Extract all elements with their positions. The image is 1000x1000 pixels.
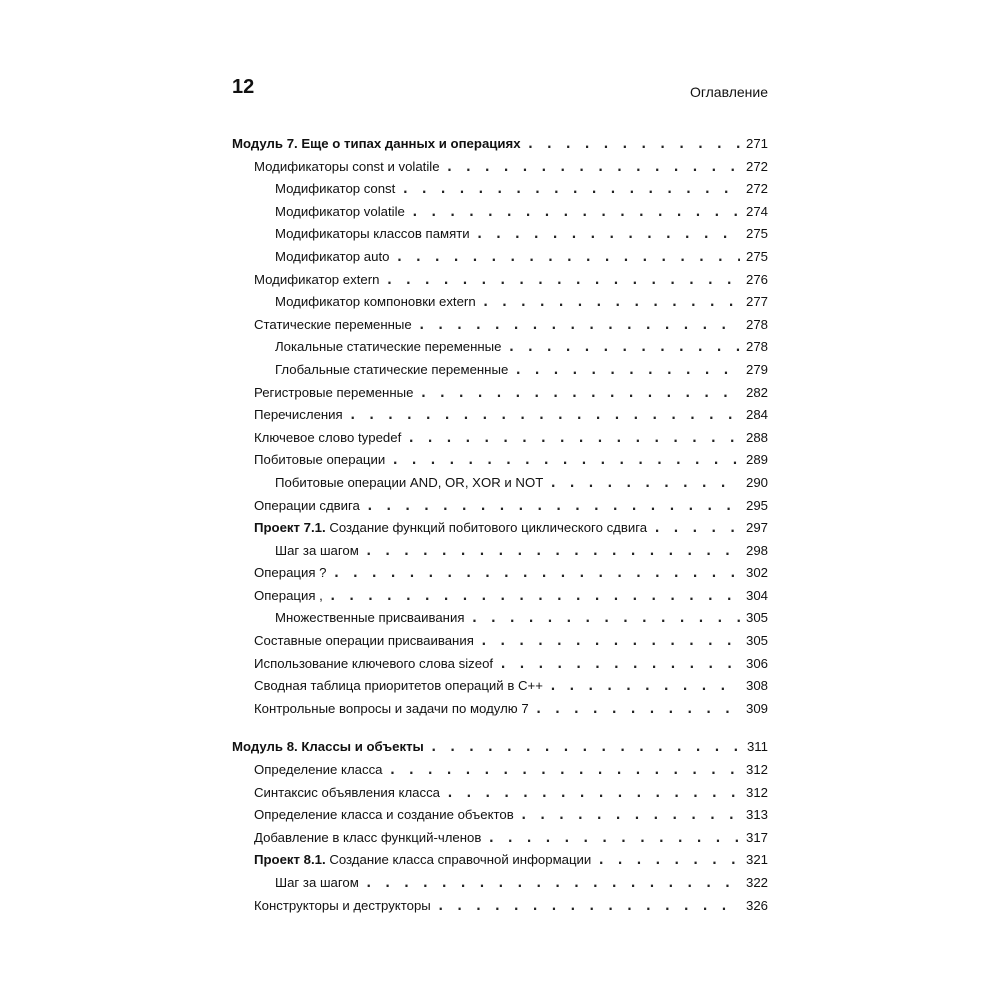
- toc-entry-title: [254, 827, 481, 850]
- toc-page-number: 275: [745, 226, 768, 242]
- toc-entry-text: Модификатор extern: [254, 271, 380, 287]
- dot-leader: [597, 850, 740, 873]
- dot-leader: [480, 631, 740, 654]
- dot-leader: [549, 473, 740, 496]
- toc-entry-title: [254, 156, 440, 179]
- toc-entry-text: Локальные статические переменные: [275, 339, 502, 355]
- toc-entry-title: [254, 517, 647, 540]
- toc-page-number: 317: [745, 829, 768, 845]
- dot-leader: [366, 496, 740, 519]
- toc-entry-text: Создание класса справочной информации: [329, 852, 592, 868]
- toc-page-number: 284: [745, 407, 768, 423]
- toc-page-number: 312: [745, 762, 768, 778]
- toc-project-label: Проект 8.1.: [254, 852, 326, 868]
- toc-entry-text: Использование ключевого слова sizeof: [254, 655, 494, 671]
- toc-entry-title: [254, 698, 529, 721]
- toc-entry-text: Модификатор const: [275, 181, 396, 197]
- toc-entry-title: [254, 382, 413, 405]
- dot-leader: [514, 360, 740, 383]
- dot-leader: [391, 450, 740, 473]
- toc-entry-title: [254, 585, 323, 608]
- toc-entry-text: Множественные присваивания: [275, 610, 465, 626]
- toc-entry-text: Операция ?: [254, 565, 327, 581]
- toc-page-number: 295: [745, 497, 768, 513]
- toc-entry[interactable]: [232, 291, 768, 314]
- toc-entry-text: Модификаторы const и volatile: [254, 158, 440, 174]
- toc-page-number: 278: [745, 339, 768, 355]
- toc-page-number: 271: [745, 136, 768, 151]
- dot-leader: [508, 337, 740, 360]
- toc-page-number: 311: [746, 739, 768, 755]
- toc-entry-text: Модификатор auto: [275, 248, 390, 264]
- toc-page-number: 304: [745, 587, 768, 603]
- toc-entry-text: Конструкторы и деструкторы: [254, 897, 431, 913]
- toc-entry-text: Статические переменные: [254, 316, 412, 332]
- toc-entry[interactable]: [232, 495, 768, 518]
- toc-entry[interactable]: [232, 562, 768, 585]
- toc-page-number: 274: [745, 203, 768, 219]
- toc-entry-title: [254, 449, 385, 472]
- toc-entry-title: [275, 201, 405, 224]
- toc-page-number: 272: [745, 158, 768, 174]
- toc-page-number: 282: [745, 384, 768, 400]
- toc-module-entry[interactable]: [232, 133, 768, 156]
- toc-entry-text: Ключевое слово typedef: [254, 429, 402, 445]
- toc-entry-title: [254, 404, 343, 427]
- dot-leader: [487, 828, 740, 851]
- toc-entry[interactable]: [232, 895, 768, 918]
- dot-leader: [499, 654, 740, 677]
- toc-entry-text: Модуль 8. Классы и объекты: [232, 739, 424, 755]
- toc-page-number: 278: [745, 316, 768, 332]
- toc-entry-text: Определение класса и создание объектов: [254, 807, 514, 823]
- dot-leader: [365, 873, 740, 896]
- toc-entry[interactable]: [232, 427, 768, 450]
- toc-page-number: 277: [745, 294, 768, 310]
- dot-leader: [446, 157, 740, 180]
- toc-page-number: 313: [745, 807, 768, 823]
- toc-entry-text: Составные операции присваивания: [254, 633, 474, 649]
- toc-entry-title: [275, 291, 476, 314]
- dot-leader: [329, 586, 740, 609]
- dot-leader: [389, 760, 740, 783]
- toc-page-number: 322: [745, 875, 768, 890]
- toc-entry[interactable]: [232, 804, 768, 827]
- toc-page-number: 305: [745, 610, 768, 626]
- dot-leader: [476, 224, 740, 247]
- toc-entry-title: [254, 849, 591, 872]
- toc-page-number: 309: [745, 700, 768, 716]
- toc-entry-title: [254, 630, 474, 653]
- toc-page-number: 305: [745, 633, 768, 649]
- toc-entry-title: [254, 562, 326, 585]
- toc-entry-text: Модификатор volatile: [275, 203, 405, 219]
- toc-entry[interactable]: [232, 359, 768, 382]
- toc-entry-title: [275, 607, 464, 630]
- toc-page-number: 308: [745, 678, 768, 694]
- toc-entry[interactable]: [232, 404, 768, 427]
- toc-entry-title: [254, 759, 383, 782]
- dot-leader: [419, 383, 740, 406]
- toc-entry-title: [275, 178, 395, 201]
- toc-page-number: 298: [745, 542, 768, 558]
- toc-entry[interactable]: [232, 269, 768, 292]
- toc-entry-title: [254, 804, 514, 827]
- toc-entry[interactable]: [232, 849, 768, 872]
- toc-entry[interactable]: [232, 449, 768, 472]
- toc-entry-text: Определение класса: [254, 762, 383, 778]
- toc-page-number: 302: [745, 565, 768, 581]
- toc-page-number: 279: [745, 361, 768, 377]
- toc-entry[interactable]: [232, 698, 768, 721]
- toc-entry-text: Синтаксис объявления класса: [254, 784, 441, 800]
- dot-leader: [385, 270, 740, 293]
- toc-entry-text: Контрольные вопросы и задачи по модулю 7: [254, 700, 529, 716]
- toc-entry-text: Шаг за шагом: [275, 542, 359, 558]
- toc-entry-title: [254, 675, 543, 698]
- toc-entry[interactable]: [232, 382, 768, 405]
- toc-entry-text: Сводная таблица приоритетов операций в С++: [254, 678, 543, 694]
- dot-leader: [332, 563, 740, 586]
- toc-entry-title: [275, 223, 470, 246]
- toc-entry-text: Побитовые операции AND, OR, XOR и NOT: [275, 474, 544, 490]
- dot-leader: [470, 608, 740, 631]
- toc-entry-title: [254, 427, 401, 450]
- toc-page-number: 290: [745, 474, 768, 490]
- toc-entry-text: Добавление в класс функций-членов: [254, 829, 482, 845]
- toc-module-entry[interactable]: [232, 736, 768, 759]
- toc-entry-text: Модуль 7. Еще о типах данных и операциях: [232, 136, 521, 151]
- toc-entry[interactable]: [232, 782, 768, 805]
- toc-entry[interactable]: [232, 314, 768, 337]
- toc-project-label: Проект 7.1.: [254, 520, 326, 536]
- toc-entry[interactable]: [232, 759, 768, 782]
- dot-leader: [349, 405, 740, 428]
- toc-entry-title: [232, 133, 521, 156]
- toc-entry[interactable]: [232, 517, 768, 540]
- dot-leader: [407, 428, 740, 451]
- toc-page-number: 288: [745, 429, 768, 445]
- toc-page-number: 306: [745, 655, 768, 671]
- dot-leader: [401, 179, 740, 202]
- toc-page-number: 276: [745, 271, 768, 287]
- page-number: 12: [232, 76, 255, 98]
- toc-entry-title: [254, 314, 412, 337]
- dot-leader: [535, 699, 740, 722]
- toc-entry-title: [275, 336, 502, 359]
- toc-entry[interactable]: [232, 472, 768, 495]
- dot-leader: [653, 518, 740, 541]
- toc-entry-title: [254, 895, 431, 918]
- toc-page-number: 312: [745, 784, 768, 800]
- table-of-contents: [232, 133, 768, 917]
- toc-entry[interactable]: [232, 827, 768, 850]
- toc-entry[interactable]: [232, 607, 768, 630]
- toc-page-number: 289: [745, 452, 768, 468]
- toc-entry[interactable]: [232, 872, 768, 895]
- toc-entry[interactable]: [232, 246, 768, 269]
- toc-entry-title: [275, 540, 359, 563]
- dot-leader: [430, 737, 741, 760]
- toc-entry-text: Операция ,: [254, 587, 323, 603]
- dot-leader: [520, 805, 740, 828]
- toc-entry-text: Регистровые переменные: [254, 384, 414, 400]
- toc-page-number: 275: [745, 248, 768, 264]
- toc-page-number: 297: [745, 520, 768, 536]
- toc-page-number: 272: [745, 181, 768, 197]
- toc-entry-title: [275, 246, 389, 269]
- dot-leader: [437, 896, 740, 919]
- toc-entry[interactable]: [232, 156, 768, 179]
- toc-entry-title: [275, 359, 508, 382]
- toc-entry-title: [254, 782, 440, 805]
- toc-entry-title: [275, 472, 543, 495]
- dot-leader: [446, 783, 740, 806]
- toc-entry-title: [275, 872, 359, 895]
- dot-leader: [395, 247, 740, 270]
- toc-entry-text: Глобальные статические переменные: [275, 361, 509, 377]
- dot-leader: [411, 202, 740, 225]
- toc-entry-text: Модификаторы классов памяти: [275, 226, 470, 242]
- toc-entry[interactable]: [232, 201, 768, 224]
- toc-entry[interactable]: [232, 585, 768, 608]
- toc-entry-title: [254, 653, 493, 676]
- toc-entry-text: Перечисления: [254, 407, 343, 423]
- dot-leader: [482, 292, 740, 315]
- toc-entry[interactable]: [232, 336, 768, 359]
- dot-leader: [418, 315, 740, 338]
- dot-leader: [365, 541, 740, 564]
- toc-entry-text: Побитовые операции: [254, 452, 386, 468]
- toc-entry[interactable]: [232, 653, 768, 676]
- toc-entry[interactable]: [232, 178, 768, 201]
- running-header: Оглавление: [689, 84, 768, 100]
- toc-entry[interactable]: [232, 540, 768, 563]
- toc-entry-text: Шаг за шагом: [275, 875, 359, 890]
- toc-entry[interactable]: [232, 223, 768, 246]
- toc-entry-text: Модификатор компоновки extern: [275, 294, 476, 310]
- dot-leader: [527, 134, 740, 157]
- toc-entry-title: [254, 495, 360, 518]
- toc-page-number: 326: [745, 897, 768, 913]
- toc-entry[interactable]: [232, 675, 768, 698]
- toc-entry-title: [232, 736, 424, 759]
- toc-entry-title: [254, 269, 379, 292]
- toc-entry-text: Операции сдвига: [254, 497, 360, 513]
- toc-page-number: 321: [745, 852, 768, 868]
- toc-entry-text: Создание функций побитового циклического сдвига: [329, 520, 648, 536]
- dot-leader: [549, 676, 740, 699]
- toc-entry[interactable]: [232, 630, 768, 653]
